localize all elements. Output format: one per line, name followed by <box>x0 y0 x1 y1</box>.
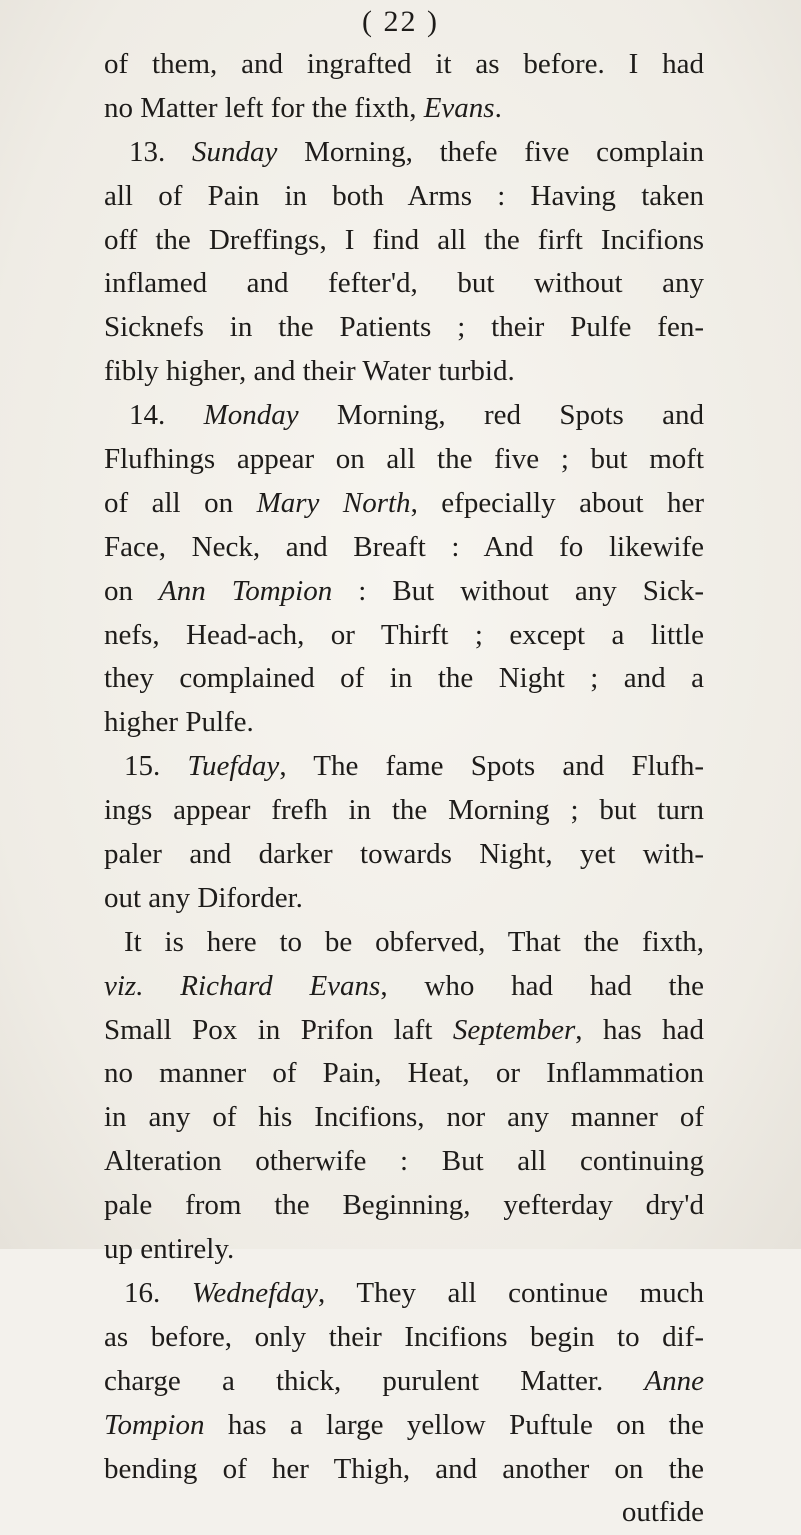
text-line: charge a thick, purulent Matter. Anne <box>104 1364 704 1397</box>
text-line: all of Pain in both Arms : Having taken <box>104 179 704 212</box>
body-text <box>104 43 704 1535</box>
page-number: ( 22 ) <box>362 5 439 38</box>
text-line: up entirely. <box>104 1233 235 1266</box>
text-line: out any Diforder. <box>104 881 303 914</box>
text-line: Flufhings appear on all the five ; but moft <box>104 443 704 476</box>
text-line: in any of his Incifions, nor any manner of <box>104 1101 704 1134</box>
text-line: as before, only their Incifions begin to dif- <box>104 1320 704 1353</box>
text-line: bending of her Thigh, and another on the <box>104 1452 704 1485</box>
text-line: Sicknefs in the Patients ; their Pulfe fen- <box>104 311 704 344</box>
text-line: 13. Sunday Morning, thefe five complain <box>129 135 704 168</box>
text-line: outfide <box>621 1496 704 1529</box>
text-line: 15. Tuefday, The fame Spots and Flufh- <box>124 750 704 783</box>
text-line: It is here to be obferved, That the fixth, <box>124 925 704 958</box>
text-line: Tompion has a large yellow Puftule on the <box>104 1408 704 1441</box>
text-line: inflamed and fefter'd, but without any <box>104 267 704 300</box>
text-line: no Matter left for the fixth, Evans. <box>104 91 502 124</box>
text-line: nefs, Head-ach, or Thirft ; except a little <box>104 618 704 651</box>
text-line: 14. Monday Morning, red Spots and <box>129 399 705 432</box>
text-line: ings appear frefh in the Morning ; but turn <box>104 794 704 827</box>
text-line: pale from the Beginning, yefterday dry'd <box>104 1189 704 1222</box>
text-line: Face, Neck, and Breaft : And fo likewife <box>104 530 704 563</box>
text-line: 16. Wednefday, They all continue much <box>124 1276 705 1309</box>
text-line: Alteration otherwife : But all continuing <box>104 1145 704 1178</box>
text-line: of all on Mary North, efpecially about her <box>104 486 705 519</box>
text-line: off the Dreffings, I find all the firft Incifions <box>104 223 704 256</box>
text-line: on Ann Tompion : But without any Sick- <box>104 574 704 607</box>
text-line: fibly higher, and their Water turbid. <box>104 355 515 388</box>
text-line: they complained of in the Night ; and a <box>104 662 704 695</box>
text-line: higher Pulfe. <box>104 706 254 739</box>
text-line: no manner of Pain, Heat, or Inflammation <box>104 1057 704 1090</box>
text-line: paler and darker towards Night, yet with- <box>104 838 704 871</box>
text-line: of them, and ingrafted it as before. I had <box>104 48 704 80</box>
text-line: viz. Richard Evans, who had had the <box>104 969 704 1002</box>
text-line: Small Pox in Prifon laft September, has had <box>104 1013 705 1046</box>
